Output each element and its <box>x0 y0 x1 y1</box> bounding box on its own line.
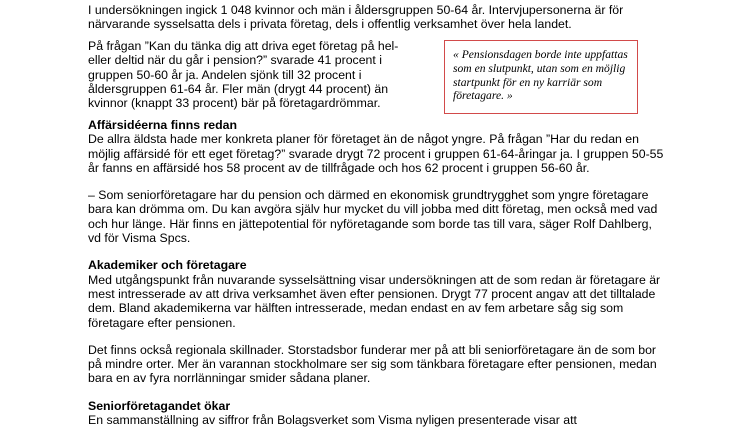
paragraph-affarsideer-1: De allra äldsta hade mer konkreta planer för företaget än de något yngre. På frågan ”Har du redan en möjlig affärsidé för ett eget företag?” svarade drygt 72 procent i gruppen 61-64-åringar ja. I gruppen 50-55 år fanns en affärsidé hos 58 procent av de tillfrågade och hos 62 procent i gruppen 56-60 år. <box>88 132 664 175</box>
section-heading-akademiker: Akademiker och företagare <box>88 258 247 273</box>
article-body <box>88 118 668 427</box>
pull-quote-box <box>444 40 638 114</box>
paragraph-seniorforetagande-1: En sammanställning av siffror från Bolagsverket som Visma nyligen presenterade visar att <box>88 413 577 427</box>
survey-result-paragraph: På frågan ”Kan du tänka dig att driva eget företag på hel- eller deltid när du går i pension?” svarade 41 procent i gruppen 50-60 år ja. Andelen sjönk till 32 procent i åldersgruppen 61-64 år. Fler män (drygt 44 procent) än kvinnor (knappt 33 procent) bär på företagardrömmar. <box>88 39 399 111</box>
section-heading-affarsideer: Affärsidéerna finns redan <box>88 118 237 132</box>
paragraph-affarsideer-quote: – Som seniorföretagare har du pension och därmed en ekonomisk grundtrygghet som yngre företagare bara kan drömma om. Du kan avgöra själv hur mycket du vill jobba med ditt företag, men också med vad och hur länge. Här finns en jättepotential för nyföretagande som borde tas till vara, säger Rolf Dahlberg, vd för Visma Spcs. <box>88 188 658 246</box>
section-heading-seniorforetagande: Seniorföretagandet ökar <box>88 398 231 413</box>
pull-quote-text: « Pensionsdagen borde inte uppfattas som en slutpunkt, utan som en möjlig startpunkt för en ny karriär som företagare. » <box>453 48 628 103</box>
paragraph-akademiker-1: Med utgångspunkt från nuvarande sysselsättning visar undersökningen att de som redan är företagare är mest intresserade av att driva verksamhet även efter pensionen. Drygt 77 procent angav att det tilltalade dem. Bland akademikerna var hälften intresserade, medan endast en av fem arbetare såg sig som företagare efter pensionen. <box>88 272 661 330</box>
intro-paragraph: I undersökningen ingick 1 048 kvinnor och män i åldersgruppen 50-64 år. Intervjupersonerna är för närvarande sysselsatta dels i privata företag, dels i offentlig verksamhet över hela landet. <box>88 3 624 32</box>
paragraph-akademiker-2: Det finns också regionala skillnader. Storstadsbor funderar mer på att bli seniorföretagare än de som bor på mindre orter. Mer än varannan stockholmare ser sig som tänkbara företagare efter pensionen, medan bara en av fyra norrlänningar smider sådana planer. <box>88 342 657 386</box>
